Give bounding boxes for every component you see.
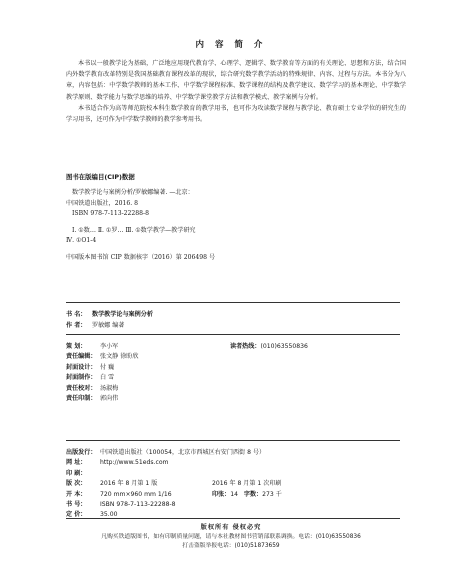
cover-production-label: 封面制作： bbox=[66, 374, 97, 382]
proofreader: 汤淑梅 bbox=[100, 384, 119, 392]
staff-info bbox=[66, 342, 400, 404]
format-label: 开 本： bbox=[66, 490, 87, 498]
divider bbox=[66, 440, 400, 441]
cip-data bbox=[66, 188, 406, 264]
website: http://www.51eds.com bbox=[100, 459, 169, 467]
sheets: 14 bbox=[230, 490, 239, 498]
author: 罗敏娜 编著 bbox=[92, 321, 125, 329]
author-label: 作 者： bbox=[66, 321, 87, 329]
book-name: 数学教学论与案例分析 bbox=[92, 311, 153, 318]
printer bbox=[100, 469, 400, 479]
divider bbox=[66, 334, 400, 335]
cip-line: Ⅳ. ①O1-4 bbox=[66, 237, 97, 245]
print-label: 印 刷： bbox=[66, 469, 87, 477]
format: 720 mm×960 mm 1/16 bbox=[100, 490, 172, 498]
cover-production: 白 雪 bbox=[100, 374, 115, 382]
website-label: 网 址： bbox=[66, 459, 87, 467]
cip-heading: 图书在版编目(CIP)数据 bbox=[66, 173, 135, 181]
page-title: 内 容 简 介 bbox=[195, 40, 267, 50]
printing-supervisor: 郭向伟 bbox=[100, 395, 119, 403]
cip-line: ISBN 978-7-113-22288-8 bbox=[72, 210, 149, 218]
planner: 李小军 bbox=[100, 343, 119, 350]
price: 35.00 bbox=[100, 511, 118, 519]
book-info bbox=[66, 310, 400, 331]
copyright-title: 版权所有 侵权必究 bbox=[200, 524, 262, 531]
publication-info bbox=[66, 448, 400, 521]
price-label: 定 价： bbox=[66, 511, 87, 519]
edition: 2016 年 8 月第 1 版 bbox=[100, 480, 158, 488]
hotline-label: 读者热线： bbox=[230, 343, 261, 350]
publisher: 中国铁道出版社（100054，北京市西城区右安门西街 8 号） bbox=[100, 449, 266, 456]
cip-number: 中国版本图书馆 CIP 数据核字（2016）第 206498 号 bbox=[66, 253, 216, 261]
cip-line: 中国铁道出版社，2016. 8 bbox=[66, 199, 139, 207]
summary-paragraph-1: 本书以一般教学论为基础，广泛地应用现代教育学、心理学、逻辑学、数学教育等方面的有关理论、思想和方法，结合国内外数学教育改革特别是我国基础教育课程改革的现状，综合研究数学教学活动的特殊规律、内容、过程与方法。本书分为八章，内容包括：中学数学教师的基本工作、中学数学课程标准、数学课程的结构及教学建议、数学学习的基本理论、中学数学教学原则、数学能力与数学思维的培养、中学数学课堂教学方法和教学模式、教学案例与分析。 bbox=[66, 60, 406, 101]
cover-design-label: 封面设计： bbox=[66, 363, 97, 371]
content-summary bbox=[66, 58, 406, 125]
hotline-number: (010)63550836 bbox=[260, 343, 308, 350]
isbn: ISBN 978-7-113-22288-8 bbox=[100, 501, 176, 509]
word-count: 273 千 bbox=[262, 490, 282, 498]
proofread-label: 责任校对： bbox=[66, 384, 97, 392]
sheets-label: 印张： bbox=[212, 490, 231, 498]
cip-line: 数学教学论与案例分析/罗敏娜编著. —北京： bbox=[72, 189, 194, 196]
copyright-notice bbox=[0, 523, 462, 552]
editor-label: 责任编辑： bbox=[66, 353, 97, 361]
divider bbox=[66, 518, 400, 519]
cip-line: Ⅰ. ①数… Ⅱ. ①罗… Ⅲ. ①数学教学—教学研究 bbox=[72, 226, 196, 234]
printing-label: 责任印制： bbox=[66, 395, 97, 403]
divider bbox=[66, 302, 400, 303]
edition-label: 版 次： bbox=[66, 480, 87, 488]
copyright-line: 凡购买铁道版图书，如有印制质量问题，请与本社教材图书营销部联系调换。电话：(010)63550836 bbox=[101, 533, 361, 540]
publisher-label: 出版发行： bbox=[66, 449, 97, 456]
book-name-label: 书 名： bbox=[66, 311, 87, 318]
summary-paragraph-2: 本书适合作为高等师范院校本科生数学教育的教学用书，也可作为攻读数学课程与教学论、教育硕士专业学位的研究生的学习用书，还可作为中学数学教师的教学参考用书。 bbox=[66, 104, 406, 124]
cover-design: 付 巍 bbox=[100, 363, 115, 371]
isbn-label: 书 号： bbox=[66, 501, 87, 509]
word-count-label: 字数： bbox=[243, 490, 263, 498]
editor: 张文静 徐盼欣 bbox=[100, 353, 139, 361]
copyright-line: 打击盗版举报电话：(010)51873659 bbox=[182, 543, 280, 550]
print-run: 2016 年 8 月第 1 次印刷 bbox=[212, 480, 282, 488]
planner-label: 策 划： bbox=[66, 343, 87, 350]
